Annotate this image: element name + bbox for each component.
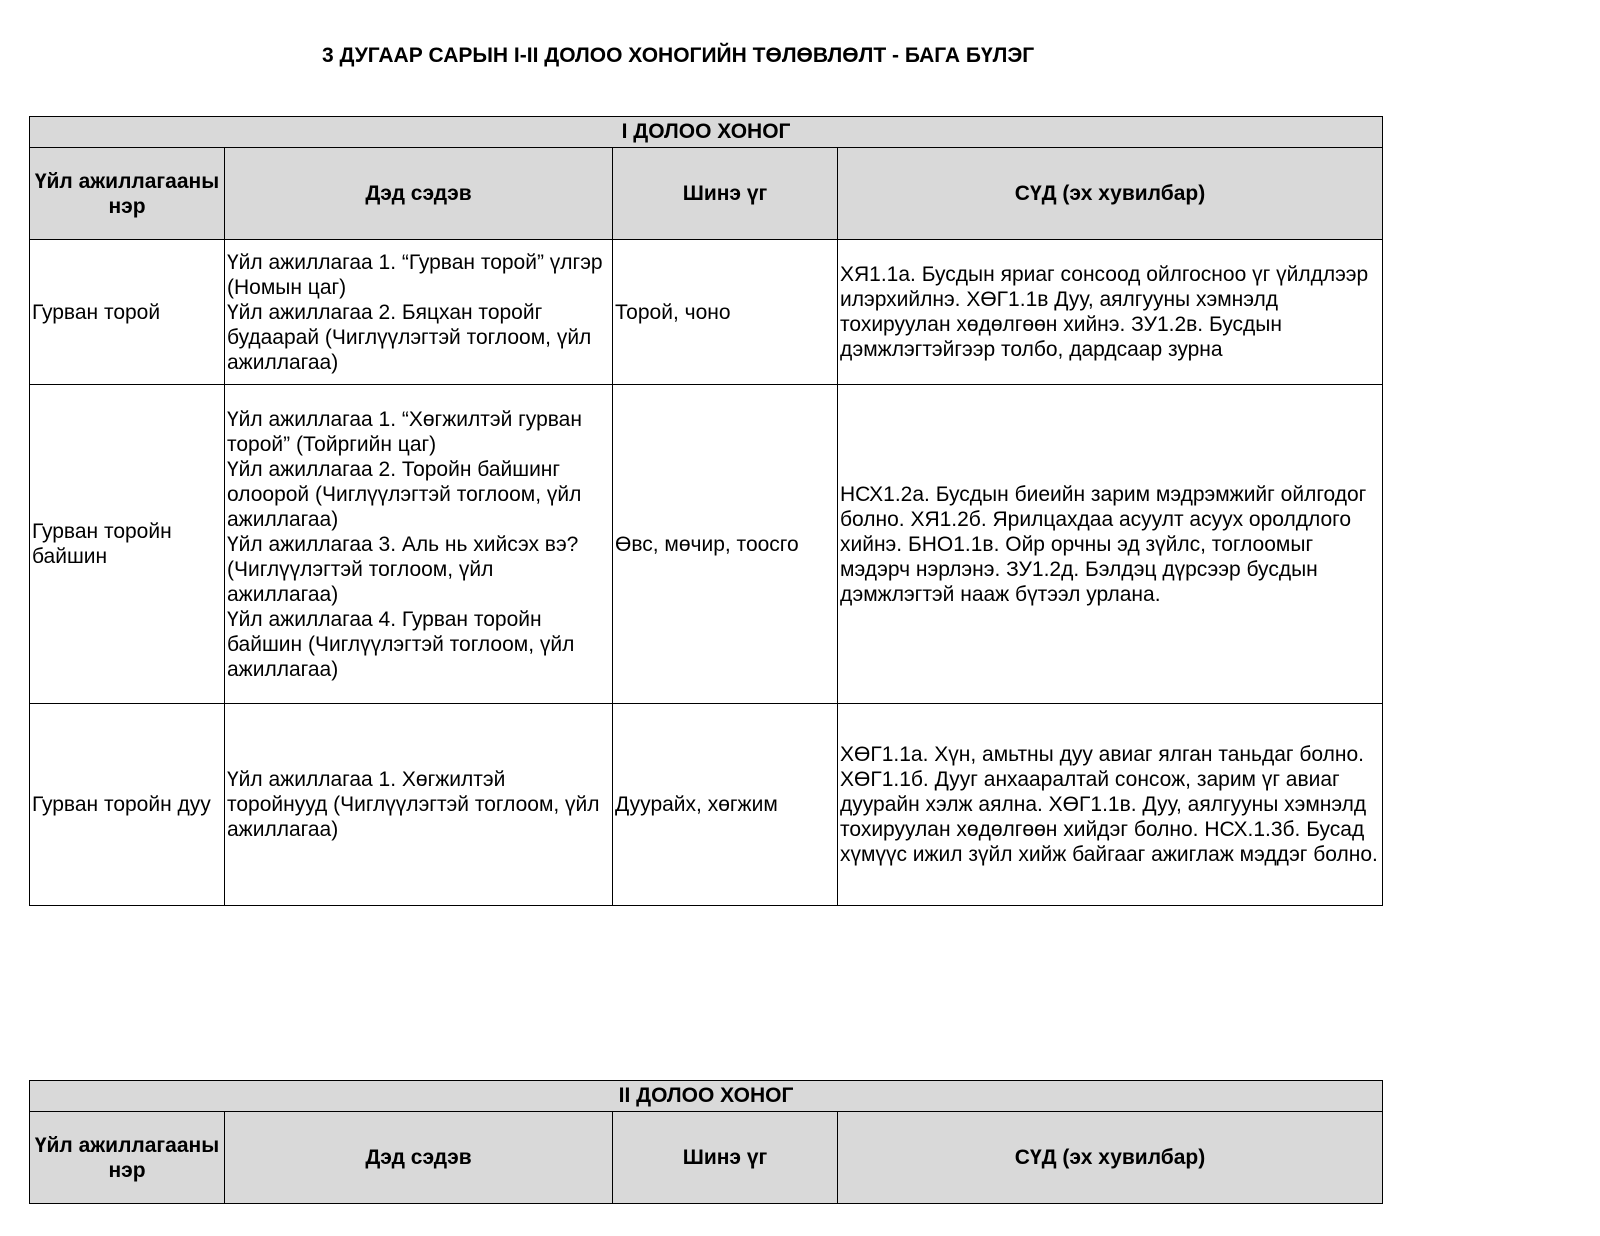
- activity-name-cell: Гурван торойн дуу: [30, 704, 225, 906]
- new-word-cell: Өвс, мөчир, тоосго: [613, 385, 838, 704]
- standard-cell: [838, 385, 1383, 704]
- subtopic-line: Үйл ажиллагаа 1. “Хөгжилтэй гурван торой” (Тойргийн цаг): [227, 407, 582, 456]
- subtopic-line: Үйл ажиллагаа 4. Гурван торойн байшин (Чиглүүлэгтэй тоглоом, үйл ажиллагаа): [227, 607, 575, 681]
- header-subtopic: Дэд сэдэв: [225, 1112, 613, 1204]
- header-activity-name: Үйл ажиллагааны нэр: [30, 1112, 225, 1204]
- activity-name-cell: Гурван торой: [30, 240, 225, 385]
- subtopic-line: Үйл ажиллагаа 3. Аль нь хийсэх вэ? (Чиглүүлэгтэй тоглоом, үйл ажиллагаа): [227, 532, 579, 606]
- header-new-word: Шинэ үг: [613, 148, 838, 240]
- standard-cell: [838, 240, 1383, 385]
- subtopic-cell: [225, 240, 613, 385]
- standard-line: ХӨГ1.1а. Хүн, амьтны дуу авиаг ялган таньдаг болно. ХӨГ1.1б. Дууг анхааралтай сонсож, зарим үг авиаг дуурайн хэлж аялна. ХӨГ1.1в. Дуу, аялгууны хэмнэлд: [840, 743, 1367, 816]
- subtopic-line: Үйл ажиллагаа 2. Торойн байшинг олоорой (Чиглүүлэгтэй тоглоом, үйл ажиллагаа): [227, 457, 582, 531]
- activity-name-cell: Гурван торойн байшин: [30, 385, 225, 704]
- week2-title: II ДОЛОО ХОНОГ: [30, 1081, 1383, 1112]
- standard-line: НСХ1.2а. Бусдын биеийн зарим мэдрэмжийг ойлгодог болно. ХЯ1.2б. Ярилцахдаа асуулт асуух оролдлого хийнэ. БНО1.1в. Ойр орчны эд зүйлс, тоглоомыг мэдэрч нэрлэнэ. ЗУ1.2д. Бэлдэц дүрсээр бусдын дэмжлэгтэй нааж бүтээл урлана.: [840, 482, 1367, 606]
- subtopic-line: Үйл ажиллагаа 2. Бяцхан торойг будаарай (Чиглүүлэгтэй тоглоом, үйл ажиллагаа): [227, 300, 592, 374]
- new-word-cell: Дуурайх, хөгжим: [613, 704, 838, 906]
- table-row: [30, 240, 1383, 385]
- table-row: [30, 704, 1383, 906]
- standard-cell: [838, 704, 1383, 906]
- header-subtopic: Дэд сэдэв: [225, 148, 613, 240]
- table-row: [30, 385, 1383, 704]
- subtopic-line: Үйл ажиллагаа 1. Хөгжилтэй торойнууд (Чиглүүлэгтэй тоглоом, үйл ажиллагаа): [227, 768, 600, 841]
- week1-title: I ДОЛОО ХОНОГ: [30, 117, 1383, 148]
- new-word-cell: Торой, чоно: [613, 240, 838, 385]
- standard-line: ХЯ1.1а. Бусдын яриаг сонсоод ойлгосноо үг үйлдлээр илэрхийлнэ. ХӨГ1.1в Дуу, аялгууны хэмнэлд тохируулан хөдөлгөөн хийнэ. ЗУ1.2в. Бусдын дэмжлэгтэйгээр толбо, дардсаар зурна: [840, 263, 1369, 361]
- subtopic-line: Үйл ажиллагаа 1. “Гурван торой” үлгэр (Номын цаг): [227, 250, 603, 299]
- subtopic-cell: [225, 704, 613, 906]
- header-new-word: Шинэ үг: [613, 1112, 838, 1204]
- header-standard: СҮД (эх хувилбар): [838, 1112, 1383, 1204]
- week1-table: [29, 116, 1383, 906]
- document-title: 3 ДУГААР САРЫН I-II ДОЛОО ХОНОГИЙН ТӨЛӨВЛӨЛТ - БАГА БҮЛЭГ: [322, 44, 1035, 67]
- standard-line: тохируулан хөдөлгөөн хийдэг болно. НСХ.1.3б. Бусад хүмүүс ижил зүйл хийж байгааг ажиглаж мэддэг болно.: [840, 818, 1378, 866]
- header-activity-name: Үйл ажиллагааны нэр: [30, 148, 225, 240]
- week2-table: [29, 1080, 1383, 1204]
- subtopic-cell: [225, 385, 613, 704]
- header-standard: СҮД (эх хувилбар): [838, 148, 1383, 240]
